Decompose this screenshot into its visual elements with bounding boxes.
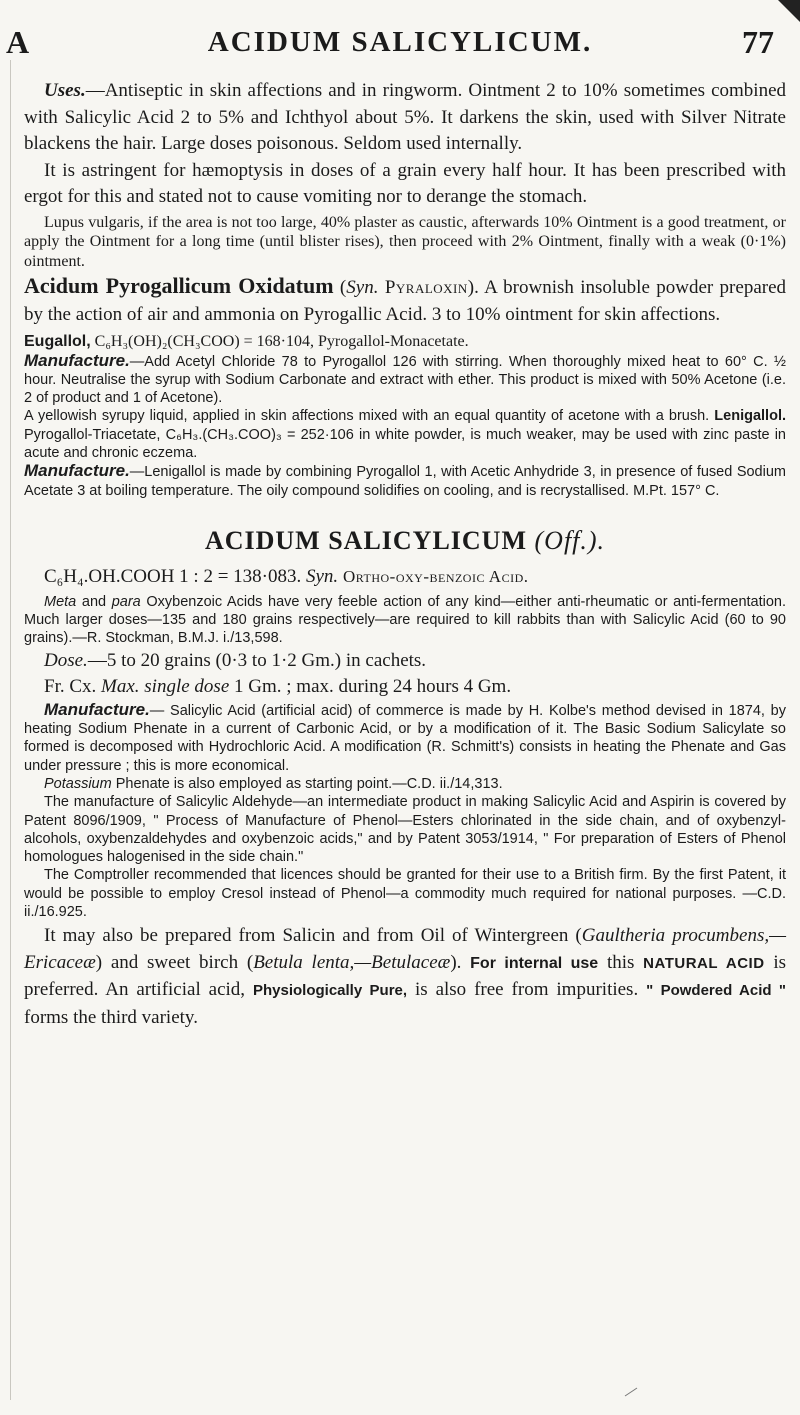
page-content bbox=[24, 78, 786, 1031]
margin-line bbox=[10, 60, 11, 1400]
page-header bbox=[0, 14, 800, 64]
astringent-paragraph: It is astringent for hæmoptysis in doses of a grain every half hour. It has been prescribed with ergot for this and stated not to cause vomiting nor to derange the stomach. bbox=[24, 159, 786, 207]
header-title: ACIDUM SALICYLICUM. bbox=[207, 26, 593, 58]
pencil-mark-icon bbox=[624, 1387, 638, 1397]
manufacture-label: Manufacture. bbox=[24, 461, 130, 481]
potassium-paragraph: Potassium Phenate is also employed as starting point.—C.D. ii./14,313. bbox=[44, 775, 503, 792]
final-paragraph: It may also be prepared from Salicin and from Oil of Wintergreen (Gaultheria procumbens,—Ericaceæ) and sweet birch (Betula lenta,—Betulaceæ). For internal use this NATURAL ACID is preferred. An artificial acid, Physiologically Pure, is also free from impurities. " Powdered Acid " forms the third variety. bbox=[24, 925, 787, 1028]
header-letter: A bbox=[6, 24, 31, 60]
dose-label: Dose. bbox=[44, 649, 88, 671]
manufacture-eugallol: Manufacture.—Add Acetyl Chloride 78 to Pyrogallol 126 with stirring. When thoroughly mixed heat to 60° C. ½ hour. Neutralise the syrup with Sodium Carbonate and extract with ether. This product is mixed with 50% Acetone (i.e. 2 of product and 1 of Acetone). bbox=[24, 350, 786, 407]
manufacture-lenigallol: Manufacture.—Lenigallol is made by combining Pyrogallol 1, with Acetic Anhydride 3, in presence of fused Sodium Acetate 3 at boiling temperature. The oily compound solidifies on cooling, and is recrystallised. M.Pt. 157° C. bbox=[24, 461, 786, 499]
lenigallol-name: Lenigallol. bbox=[714, 408, 786, 425]
meta-para-paragraph: Meta and para Oxybenzoic Acids have very feeble action of any kind—either anti-rheumatic or anti-fermentation. Much larger doses—135 and 180 grains respectively—are required to kill rabbits than with Salicylic Acid (60 to 90 grains).—R. Stockman, B.M.J. i./13,598. bbox=[24, 593, 787, 647]
page-number: 77 bbox=[742, 24, 774, 60]
manufacture-label: Manufacture. bbox=[44, 699, 150, 719]
uses-paragraph: Uses.—Antiseptic in skin affections and in ringworm. Ointment 2 to 10% sometimes combined with Salicylic Acid 2 to 5% and Ichthyol about 5%. It darkens the skin, used with Silver Nitrate blackens the hair. Large doses poisonous. Seldom used internally. bbox=[24, 80, 786, 154]
eugallol-line: Eugallol, C₆H₃(OH)₂(CH₃COO) = 168·104, Pyrogallol-Monacetate. bbox=[24, 333, 469, 350]
pyrogallicum-paragraph: Acidum Pyrogallicum Oxidatum (Syn. Pyraloxin). A brownish insoluble powder prepared by the action of air and ammonia on Pyrogallic Acid. 3 to 10% ointment for skin affections. bbox=[24, 273, 787, 325]
comptroller-paragraph: The Comptroller recommended that licences should be granted for their use to a British firm. By the first Patent, it would be possible to employ Cresol instead of Phenol—a commodity much required for national purposes. —C.D. ii./16.925. bbox=[24, 867, 786, 921]
eugallol-name: Eugallol, bbox=[24, 333, 91, 350]
uses-label: Uses. bbox=[44, 80, 86, 101]
lenigallol-paragraph: A yellowish syrupy liquid, applied in skin affections mixed with an equal quantity of acetone with a brush. Lenigallol. Pyrogallol-Triacetate, C₆H₃.(CH₃.COO)₃ = 252·106 in white powder, is much weaker, may be used with zinc paste in acute and chronic eczema. bbox=[24, 408, 786, 461]
manufacture-label: Manufacture. bbox=[24, 350, 130, 370]
max-dose-line: Fr. Cx. Max. single dose 1 Gm. ; max. during 24 hours 4 Gm. bbox=[44, 676, 512, 698]
dose-line: Dose.—5 to 20 grains (0·3 to 1·2 Gm.) in cachets. bbox=[44, 649, 427, 671]
salicylic-formula: C₆H₄.OH.COOH 1 : 2 = 138·083. Syn. Ortho-oxy-benzoic Acid. bbox=[44, 565, 529, 587]
patent-paragraph: The manufacture of Salicylic Aldehyde—an intermediate product in making Salicylic Acid and Aspirin is covered by Patent 8096/1909, " Process of Manufacture of Phenol—Esters chlorinated in the side chain, and of oxybenzyl-alcohols, oxybenzaldehydes and oxybenzoic acids," and by Patent 3053/1914, " For preparation of Esters of Phenol homologues halogenised in the side chain." bbox=[24, 794, 786, 866]
manufacture-salicylic: Manufacture.— Salicylic Acid (artificial acid) of commerce is made by H. Kolbe's method devised in 1874, by heating Sodium Phenate in a current of Carbonic Acid, or by a modification of it. The Basic Sodium Salicylate so formed is decomposed with Hydrochloric Acid. A modification (R. Schmitt's) consists in heating the Phenate and Gas under pressure ; this is more economical. bbox=[24, 699, 786, 774]
section-title: ACIDUM SALICYLICUM (Off.). bbox=[204, 525, 606, 555]
lupus-paragraph: Lupus vulgaris, if the area is not too large, 40% plaster as caustic, afterwards 10% Ointment is a good treatment, or apply the Ointment for a long time (until blister rises), then proceed with 2% Ointment, finally with a weak (0·1%) ointment. bbox=[24, 213, 786, 270]
pyrogallicum-name: Acidum Pyrogallicum Oxidatum bbox=[24, 273, 334, 298]
